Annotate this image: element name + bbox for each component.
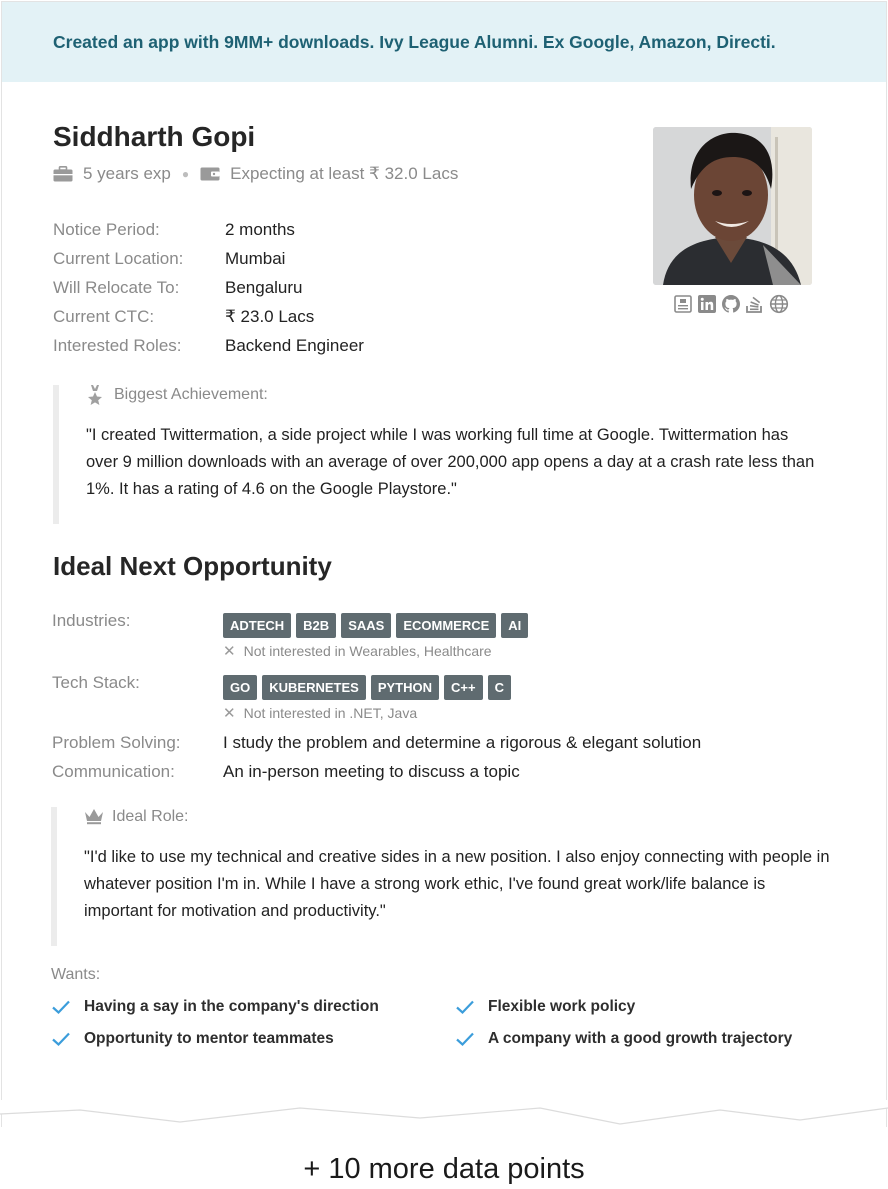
check-icon (455, 999, 475, 1015)
fact-value: 2 months (225, 220, 295, 239)
check-icon (51, 1031, 71, 1047)
communication-label: Communication: (52, 762, 175, 781)
fact-label: Will Relocate To: (53, 278, 180, 297)
fact-row-notice (53, 215, 364, 244)
resume-icon[interactable] (673, 294, 693, 314)
fact-value: Mumbai (225, 249, 286, 268)
want-text: Flexible work policy (488, 998, 636, 1015)
globe-icon[interactable] (769, 294, 789, 314)
fact-value: Backend Engineer (225, 336, 364, 355)
ideal-opportunity-title: Ideal Next Opportunity (53, 551, 332, 581)
industries-not-interested (223, 642, 528, 660)
fact-row-relocate (53, 273, 364, 302)
tech-tags (223, 675, 511, 700)
ideal-role-text: "I'd like to use my technical and creative sides in a new position. I also enjoy connecting with people in whatever position I'm in. While I have a strong work ethic, I've found great work/life balance is important for motivation and productivity." (84, 848, 830, 920)
fact-label: Current CTC: (53, 307, 155, 326)
want-text: Having a say in the company's direction (84, 998, 379, 1015)
want-item (455, 1030, 792, 1048)
fact-label: Notice Period: (53, 220, 160, 239)
tech-tag: C++ (444, 675, 483, 700)
check-icon (51, 999, 71, 1015)
biggest-achievement (53, 385, 823, 524)
fact-value: ₹ 23.0 Lacs (225, 307, 315, 326)
tech-tag: PYTHON (371, 675, 439, 700)
briefcase-icon (53, 166, 73, 182)
fact-row-roles (53, 331, 364, 360)
social-links (673, 294, 789, 314)
candidate-name: Siddharth Gopi (53, 121, 256, 152)
industry-tag: AI (501, 613, 528, 638)
tech-not-text: Not interested in .NET, Java (243, 705, 418, 721)
achievement-heading-text: Biggest Achievement: (114, 386, 268, 403)
linkedin-icon[interactable] (697, 294, 717, 314)
fact-label: Current Location: (53, 249, 184, 268)
industry-tag: ADTECH (223, 613, 291, 638)
want-item (51, 1030, 334, 1048)
industry-tag: SAAS (341, 613, 391, 638)
problem-solving-value: I study the problem and determine a rigorous & elegant solution (223, 733, 702, 752)
medal-icon (86, 385, 104, 405)
highlight-banner: Created an app with 9MM+ downloads. Ivy League Alumni. Ex Google, Amazon, Directi. (2, 2, 886, 82)
candidate-photo (653, 127, 812, 285)
industries-values (223, 613, 528, 660)
expectation-text: Expecting at least ₹ 32.0 Lacs (230, 164, 459, 183)
wants-label: Wants: (51, 966, 101, 983)
ideal-role-heading (84, 807, 831, 827)
ideal-role-heading-text: Ideal Role: (112, 808, 189, 825)
fact-value: Bengaluru (225, 278, 303, 297)
candidate-meta (53, 164, 458, 184)
industry-tags (223, 613, 528, 638)
industries-label: Industries: (52, 611, 131, 630)
communication-value: An in-person meeting to discuss a topic (223, 762, 520, 781)
want-text: Opportunity to mentor teammates (84, 1030, 334, 1047)
achievement-heading (86, 385, 823, 405)
more-data-points[interactable]: + 10 more data points (303, 1153, 585, 1185)
profile-card (1, 1, 887, 1127)
torn-edge (0, 1100, 888, 1130)
tech-not-interested (223, 704, 511, 722)
github-icon[interactable] (721, 294, 741, 314)
tech-stack-label: Tech Stack: (52, 673, 140, 692)
problem-solving-label: Problem Solving: (52, 733, 181, 752)
stackoverflow-icon[interactable] (745, 294, 765, 314)
industry-tag: ECOMMERCE (396, 613, 496, 638)
industry-tag: B2B (296, 613, 336, 638)
candidate-facts (53, 215, 364, 360)
want-text: A company with a good growth trajectory (488, 1030, 793, 1047)
achievement-text: "I created Twittermation, a side project while I was working full time at Google. Twittermation has over 9 million downloads with an average of over 200,000 app opens a day at a crash rate less than 1%. It has a rating of 4.6 on the Google Playstore." (86, 426, 815, 498)
tech-tag: GO (223, 675, 257, 700)
fact-row-ctc (53, 302, 364, 331)
industries-not-text: Not interested in Wearables, Healthcare (243, 643, 492, 659)
tech-stack-values (223, 675, 511, 722)
fact-row-location (53, 244, 364, 273)
experience-text: 5 years exp (83, 164, 171, 183)
cross-icon: ✕ (223, 705, 236, 722)
separator-dot: ● (181, 167, 190, 181)
want-item (455, 998, 635, 1016)
crown-icon (84, 807, 102, 827)
check-icon (455, 1031, 475, 1047)
tech-tag: KUBERNETES (262, 675, 366, 700)
cross-icon: ✕ (223, 643, 236, 660)
ideal-role (51, 807, 831, 946)
wallet-icon (200, 166, 220, 182)
fact-label: Interested Roles: (53, 336, 182, 355)
tech-tag: C (488, 675, 511, 700)
want-item (51, 998, 379, 1016)
